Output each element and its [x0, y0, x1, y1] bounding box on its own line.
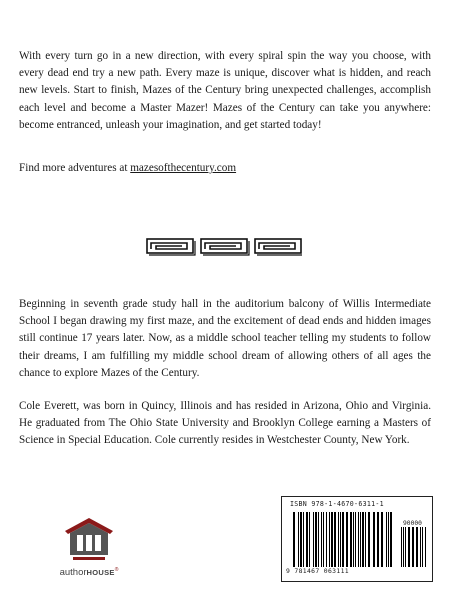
publisher-name-house: HOUSE: [86, 568, 115, 578]
barcode-bars: [293, 512, 393, 567]
intro-paragraph: With every turn go in a new direction, with every spiral spin the way you choose, with every dead end try a new path. Every maze is unique, discover what is hidden, and reach new levels. Start to finish, Mazes of the Century bring unexpected challenges, accomplish each level and become a Master Mazer! Mazes of the Century can take you anywhere: become entranced, unleash your imagination, and get started today!: [19, 50, 431, 131]
isbn-label: ISBN 978-1-4670-6311-1: [290, 500, 384, 508]
author-story-paragraph: Beginning in seventh grade study hall in the auditorium balcony of Willis Intermediate School I began drawing my first maze, and the excitement of dead ends and hidden images still continue 17 years later. Now, as a middle school teacher telling my students to follow their dreams, I am fulfilling my middle school dream of allowing others of all ages the chance to explore Mazes of the Century.: [19, 298, 431, 379]
website-link[interactable]: mazesofthecentury.com: [130, 162, 237, 174]
website-prefix: Find more adventures at: [19, 162, 131, 174]
barcode-digits: 9 781467 063111: [286, 567, 349, 575]
publisher-name: [58, 567, 120, 578]
price-code: 90000: [403, 520, 422, 527]
maze-ornament-icon: [146, 236, 302, 258]
publisher-name-author: author: [59, 567, 87, 579]
author-bio-paragraph: Cole Everett, was born in Quincy, Illinois and has resided in Arizona, Ohio and Virginia. He graduated from The Ohio State University and Brooklyn College earning a Masters of Science in Special Education. Cole currently resides in Westchester County, New York.: [19, 400, 431, 447]
publisher-logo: [58, 517, 120, 589]
website-line: [19, 160, 431, 177]
isbn-barcode: [281, 496, 433, 582]
house-logo-icon: [58, 517, 120, 565]
price-barcode-bars: [401, 527, 427, 567]
registered-mark: ®: [114, 567, 119, 573]
